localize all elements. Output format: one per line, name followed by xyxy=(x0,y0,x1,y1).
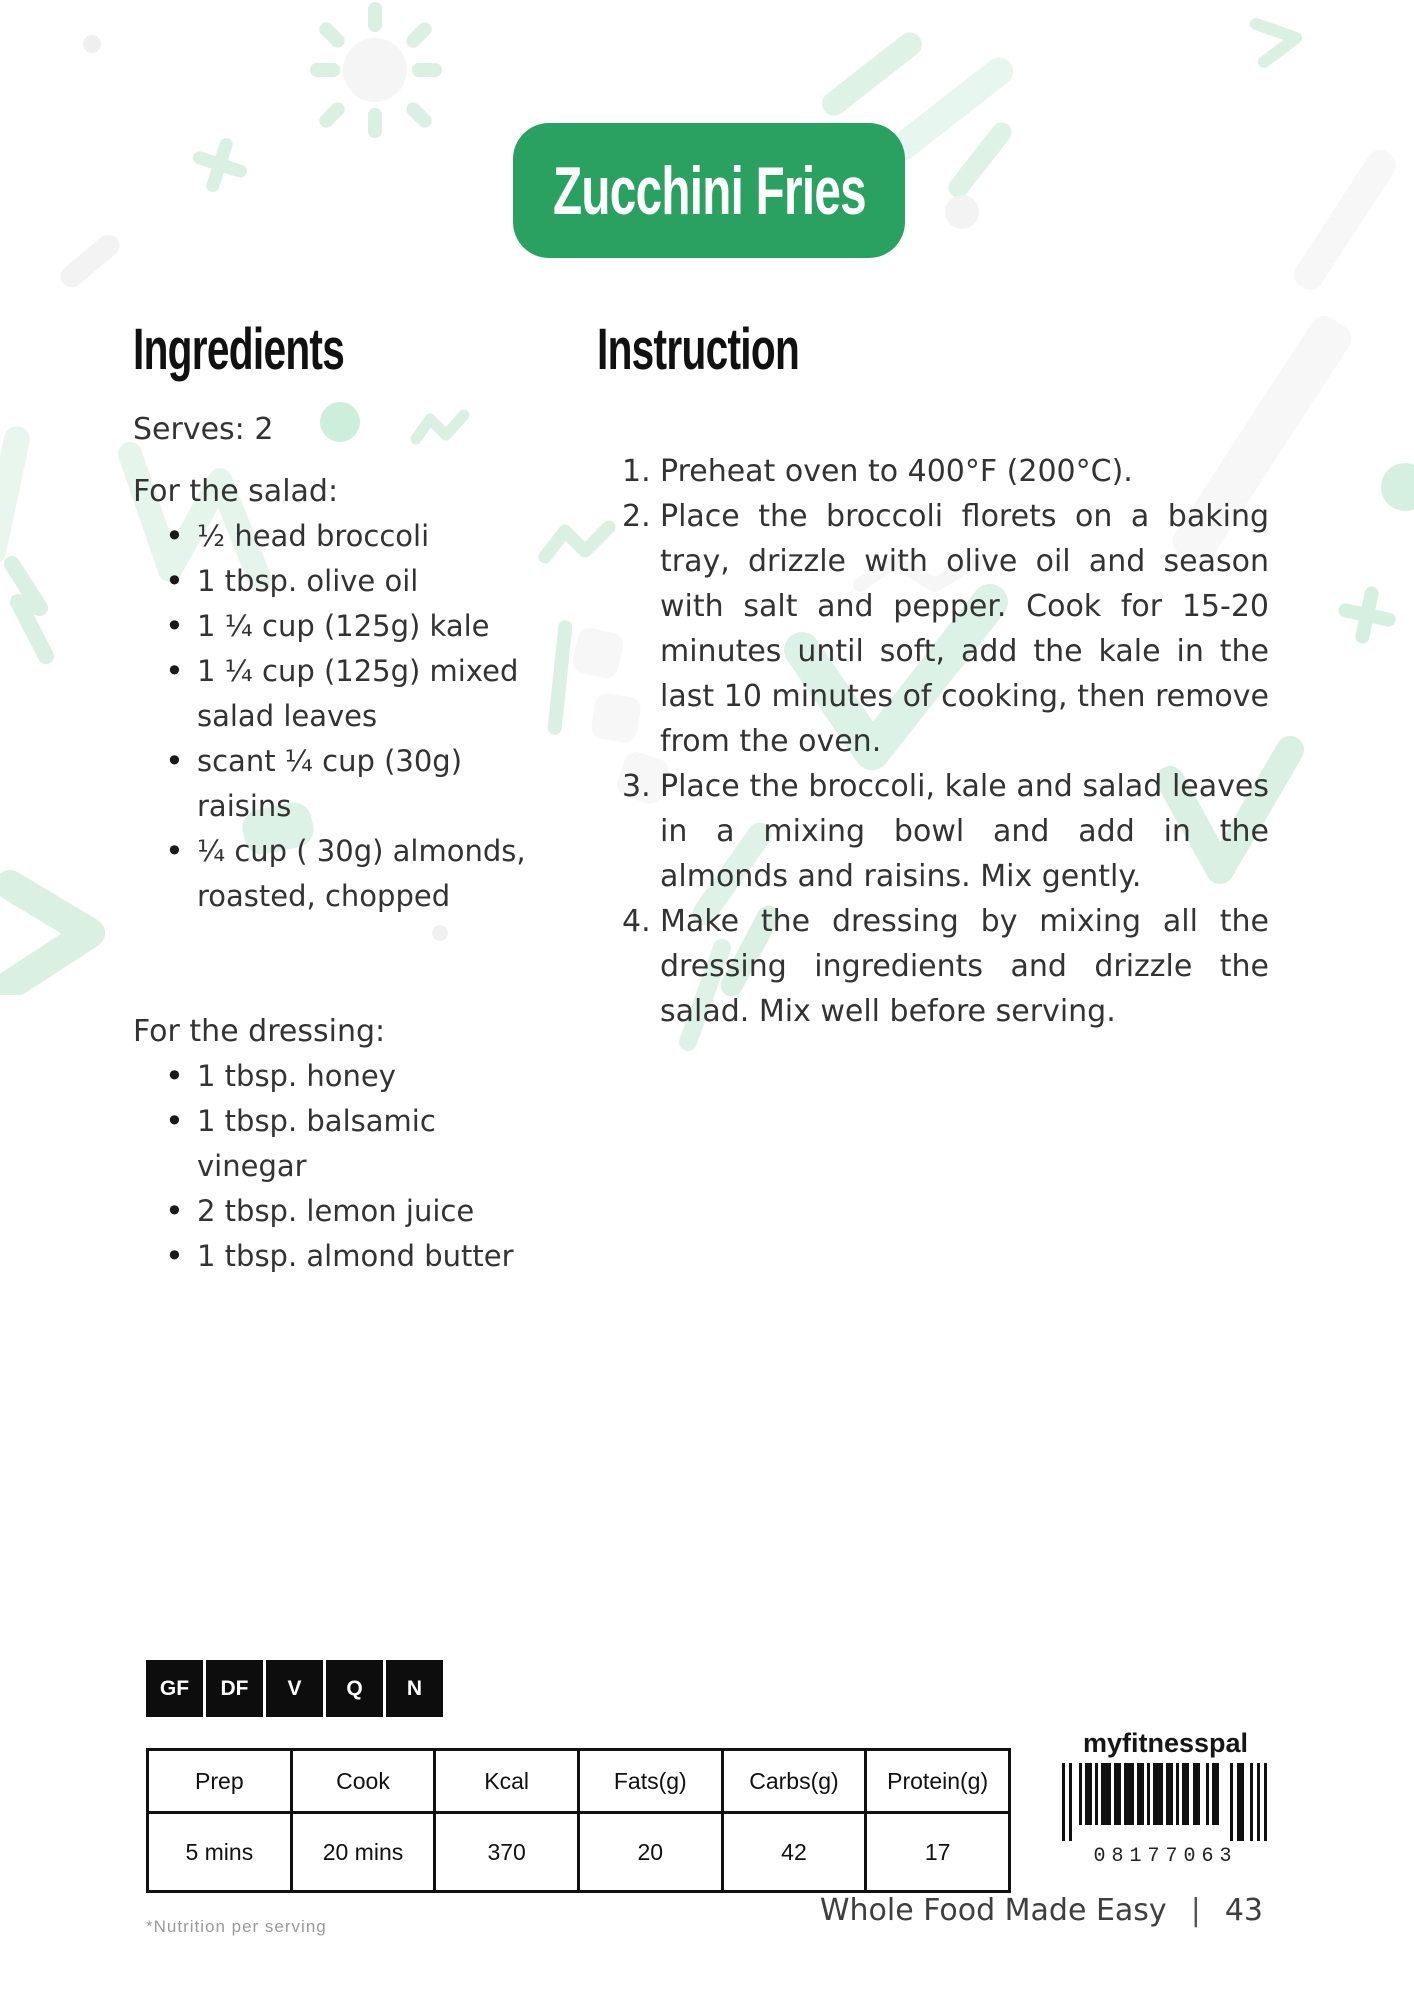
nutrition-value: 5 mins xyxy=(148,1813,292,1892)
ingredients-section xyxy=(133,318,553,1279)
nutrition-value: 370 xyxy=(435,1813,579,1892)
decor-dot-icon xyxy=(1381,463,1414,511)
badge-nuts: N xyxy=(386,1660,443,1717)
decor-dot-icon xyxy=(83,35,101,53)
ingredient-item: • 1 ¼ cup (125g) mixed salad leaves xyxy=(197,649,542,739)
instruction-step: Place the broccoli, kale and salad leaves in a mixing bowl and add in the almonds and raisins. Mix gently. xyxy=(660,769,1269,894)
nutrition-table xyxy=(146,1748,1011,1893)
nutrition-header-row xyxy=(148,1750,1010,1813)
recipe-title-banner xyxy=(513,123,905,258)
barcode-number: 08177063 xyxy=(1093,1845,1238,1868)
page-number: 43 xyxy=(1224,1893,1263,1928)
salad-group-label: For the salad: xyxy=(133,474,339,509)
page-footer xyxy=(820,1893,1263,1928)
footer-title: Whole Food Made Easy xyxy=(819,1893,1167,1928)
badge-dairy-free: DF xyxy=(206,1660,263,1717)
salad-ingredient-list xyxy=(133,514,553,919)
instruction-step: Make the dressing by mixing all the dressing ingredients and drizzle the salad. Mix well before serving. xyxy=(660,904,1269,1029)
nutrition-value-row xyxy=(148,1813,1010,1892)
footer-separator: | xyxy=(1190,1893,1201,1928)
barcode-icon xyxy=(1062,1763,1270,1841)
ingredients-heading: Ingredients xyxy=(133,317,345,382)
instructions-heading: Instruction xyxy=(597,317,800,382)
decor-gray-stripe xyxy=(1289,145,1401,296)
instructions-section xyxy=(597,318,1287,1034)
decor-carrot-icon xyxy=(817,28,926,121)
decor-green-bar xyxy=(0,424,32,566)
nutrition-header: Prep xyxy=(148,1750,292,1813)
dressing-ingredient-list xyxy=(133,1054,553,1279)
nutrition-value: 42 xyxy=(722,1813,866,1892)
ingredient-item: • 1 tbsp. honey xyxy=(197,1054,542,1099)
barcode-block xyxy=(1058,1728,1273,1868)
barcode-brand-label: myfitnesspal xyxy=(1082,1728,1249,1758)
nutrition-header: Carbs(g) xyxy=(722,1750,866,1813)
decor-arrow-icon xyxy=(1248,14,1308,70)
ingredient-item: • ¼ cup ( 30g) almonds, roasted, chopped xyxy=(197,829,542,919)
ingredient-item: • 2 tbsp. lemon juice xyxy=(197,1189,542,1234)
decor-carrot-icon xyxy=(944,118,1015,201)
nutrition-header: Kcal xyxy=(435,1750,579,1813)
instruction-step: Place the broccoli florets on a baking tray, drizzle with olive oil and season with salt and pepper. Cook for 15-20 minutes until soft, add the kale in the last 10 minutes of cooking, then remove from the oven. xyxy=(660,499,1269,759)
dressing-group-label: For the dressing: xyxy=(133,1014,386,1049)
instruction-step: Preheat oven to 400°F (200°C). xyxy=(660,454,1133,489)
ingredient-item: • scant ¼ cup (30g) raisins xyxy=(197,739,542,829)
ingredient-item: • 1 tbsp. balsamic vinegar xyxy=(197,1099,542,1189)
nutrition-value: 20 mins xyxy=(291,1813,435,1892)
ingredient-item: • 1 ¼ cup (125g) kale xyxy=(197,604,542,649)
nutrition-value: 20 xyxy=(578,1813,722,1892)
decor-gray-stripe xyxy=(56,230,124,292)
decor-sun-icon xyxy=(300,0,460,150)
ingredient-item: • 1 tbsp. olive oil xyxy=(197,559,542,604)
serves-label: Serves: 2 xyxy=(133,412,274,447)
recipe-title: Zucchini Fries xyxy=(552,152,866,229)
nutrition-footnote: *Nutrition per serving xyxy=(146,1917,327,1936)
ingredient-item: • 1 tbsp. almond butter xyxy=(197,1234,542,1279)
diet-badges xyxy=(146,1660,443,1717)
ingredient-item: • ½ head broccoli xyxy=(197,514,542,559)
nutrition-header: Cook xyxy=(291,1750,435,1813)
nutrition-header: Fats(g) xyxy=(578,1750,722,1813)
badge-gluten-free: GF xyxy=(146,1660,203,1717)
decor-chevron-icon xyxy=(0,865,110,995)
decor-dot-icon xyxy=(945,195,979,229)
badge-quick: Q xyxy=(326,1660,383,1717)
badge-vegetarian: V xyxy=(266,1660,323,1717)
instruction-steps xyxy=(622,449,1269,1034)
nutrition-value: 17 xyxy=(866,1813,1010,1892)
decor-zigzag-icon xyxy=(0,550,110,670)
nutrition-header: Protein(g) xyxy=(866,1750,1010,1813)
